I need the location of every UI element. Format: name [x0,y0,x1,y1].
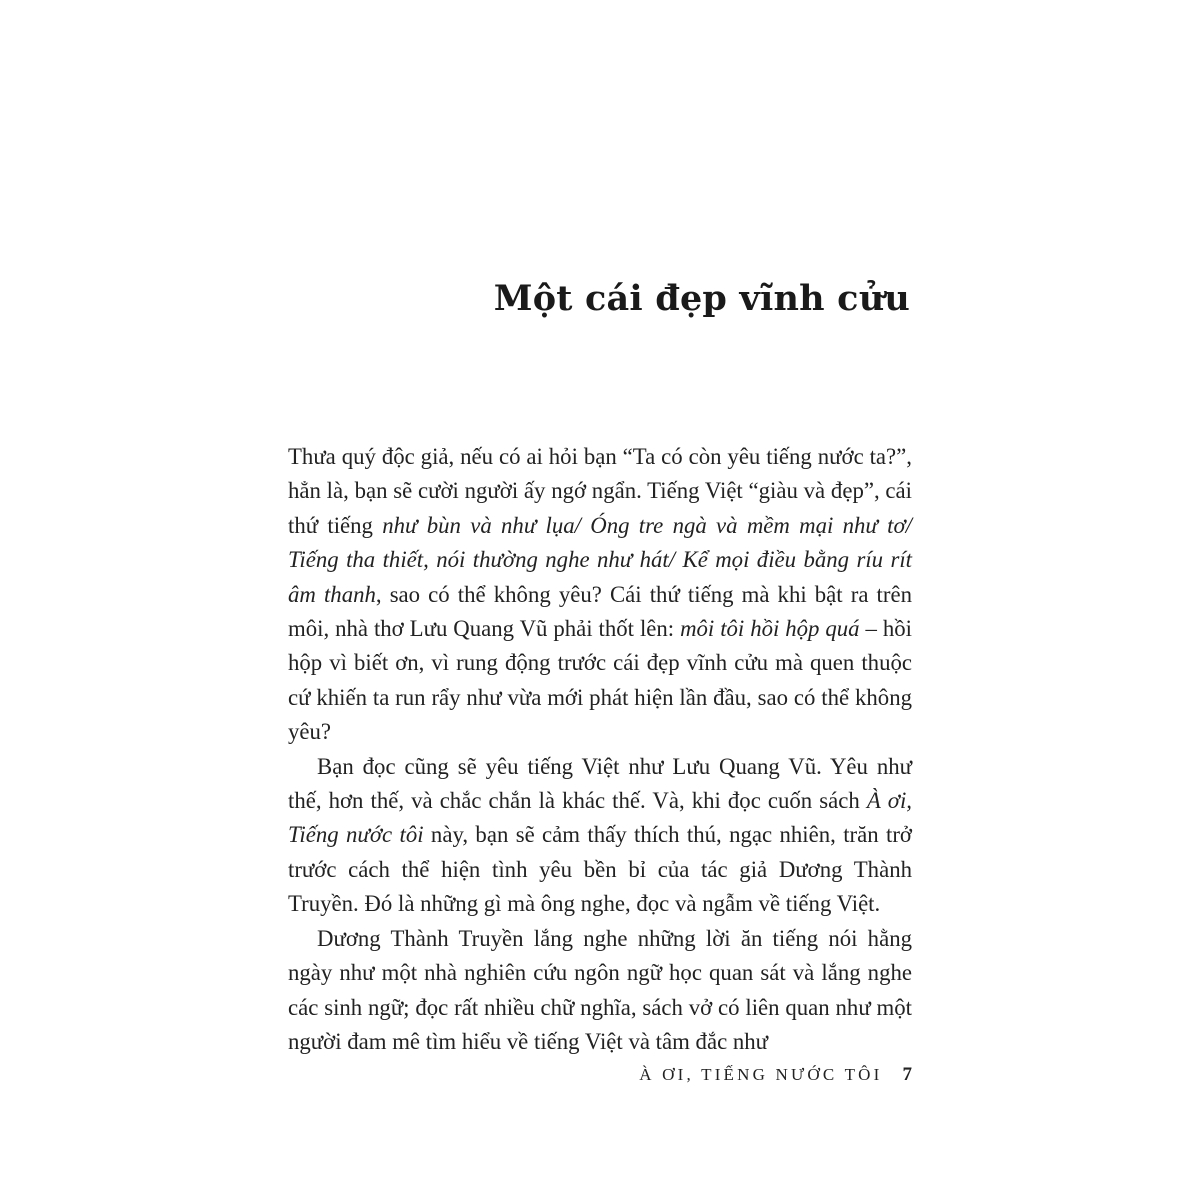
paragraph-2 [288,750,912,922]
paragraph-3 [288,922,912,1060]
page-footer [639,1064,912,1086]
text-segment: này, bạn sẽ cảm thấy thích thú, ngạc nhiên, trăn trở trước cách thể hiện tình yêu bền bỉ của tác giả Dương Thành Truyền. Đó là những gì mà ông nghe, đọc và ngẫm về tiếng Việt. [288,822,912,917]
running-title: À ƠI, TIẾNG NƯỚC TÔI [639,1065,883,1084]
page-number: 7 [902,1064,912,1085]
text-segment: Bạn đọc cũng sẽ yêu tiếng Việt như Lưu Quang Vũ. Yêu như thế, hơn thế, và chắc chắn là khác thế. Và, khi đọc cuốn sách [288,753,912,814]
italic-book-title: À ơi, Tiếng nước tôi [288,788,912,848]
italic-quote: môi tôi hồi hộp quá [680,616,860,642]
body-text [288,440,912,1059]
text-segment: Thưa quý độc giả, nếu có ai hỏi bạn “Ta có còn yêu tiếng nước ta?”, hẳn là, bạn sẽ cười người ấy ngớ ngẩn. Tiếng Việt “giàu và đẹp”, cái thứ tiếng [288,444,912,538]
chapter-title: Một cái đẹp vĩnh cửu [493,278,910,319]
italic-quote: như bùn và như lụa/ Óng tre ngà và mềm mại như tơ/ Tiếng tha thiết, nói thường nghe như hát/ Kể mọi điều bằng ríu rít âm thanh [288,512,912,607]
text-segment: Dương Thành Truyền lắng nghe những lời ăn tiếng nói hằng ngày như một nhà nghiên cứu ngôn ngữ học quan sát và lắng nghe các sinh ngữ; đọc rất nhiều chữ nghĩa, sách vở có liên quan như một người đam mê tìm hiểu về tiếng Việt và tâm đắc như [288,925,912,1054]
text-segment: , sao có thể không yêu? Cái thứ tiếng mà khi bật ra trên môi, nhà thơ Lưu Quang Vũ phải thốt lên: [288,581,912,642]
paragraph-1 [288,440,912,750]
text-segment: – hồi hộp vì biết ơn, vì rung động trước cái đẹp vĩnh cửu mà quen thuộc cứ khiến ta run rẩy như vừa mới phát hiện lần đầu, sao có thể không yêu? [288,616,912,745]
